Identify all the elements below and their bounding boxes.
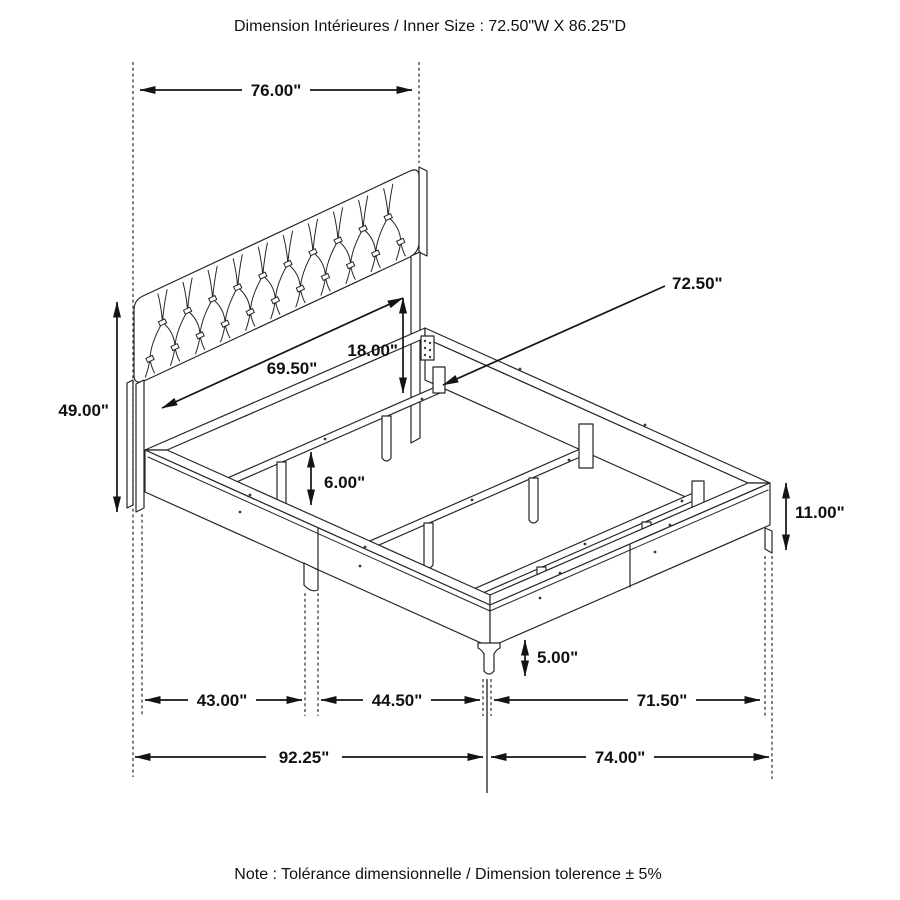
dim-label-11: 11.00"	[795, 503, 845, 522]
rail-bracket	[421, 336, 434, 360]
projection-lines	[133, 62, 772, 793]
dim-label-49: 49.00"	[58, 401, 109, 420]
dim-span-b	[321, 690, 480, 710]
dim-label-18: 18.00"	[347, 341, 398, 360]
dim-label-69-5: 69.50"	[266, 359, 318, 378]
dim-span-a	[145, 690, 302, 710]
bed-frame	[145, 328, 772, 674]
slat-2-leg-b	[529, 478, 538, 523]
slat-2-leg-a	[424, 523, 433, 568]
slat-2-bracket	[579, 424, 593, 468]
dim-label-43: 43.00"	[196, 691, 248, 710]
dim-side-rail-height	[786, 483, 845, 550]
rim-right-strip	[425, 328, 770, 483]
title: Dimension Intérieures / Inner Size : 72.50"W X 86.25"D	[234, 18, 626, 35]
slat-1-bracket	[433, 367, 445, 393]
headboard-leg-back	[127, 380, 133, 508]
dim-slat-leg-height	[311, 452, 365, 505]
dim-span-c	[494, 690, 760, 710]
dim-overall-headboard-width	[140, 79, 412, 100]
front-corner-leg	[478, 643, 500, 674]
left-rail-lip	[148, 457, 490, 611]
dim-label-92-25: 92.25"	[278, 748, 330, 767]
headboard-post	[411, 252, 420, 443]
rear-corner-leg	[765, 528, 772, 553]
dim-label-76: 76.00"	[250, 81, 302, 100]
headboard-leg-front	[136, 380, 144, 512]
dim-label-71-5: 71.50"	[636, 691, 688, 710]
slat-1-leg-b	[382, 416, 391, 461]
dim-label-72-5: 72.50"	[672, 274, 723, 293]
dim-headboard-height	[58, 302, 117, 512]
dim-label-74: 74.00"	[594, 748, 646, 767]
dim-headboard-panel-to-rail	[347, 298, 403, 393]
dim-overall-depth	[135, 747, 483, 767]
dim-foot-leg-height	[525, 640, 578, 676]
dim-overall-width-footboard	[491, 747, 769, 767]
tolerance-note: Note : Tolérance dimensionnelle / Dimension tolerence ± 5%	[234, 866, 662, 883]
dimensions	[58, 79, 844, 767]
headboard-side-face	[419, 167, 427, 256]
dim-label-5: 5.00"	[537, 648, 579, 667]
dim-label-6: 6.00"	[324, 473, 366, 492]
dim-label-44-5: 44.50"	[371, 691, 423, 710]
